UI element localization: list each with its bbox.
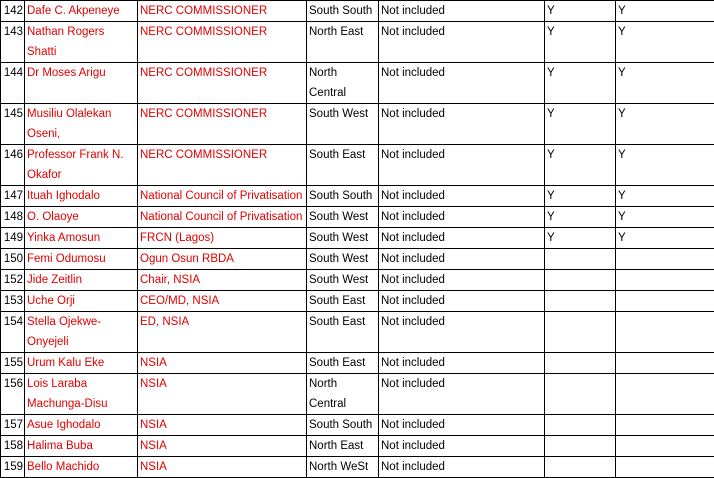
cell-flag-2[interactable] (616, 353, 714, 374)
cell-status[interactable]: Not included (379, 228, 545, 249)
table-row (1, 1, 714, 22)
cell-flag-2[interactable] (616, 291, 714, 312)
cell-flag-2[interactable]: Y (616, 145, 714, 186)
table-row (1, 228, 714, 249)
cell-organization[interactable]: NSIA (138, 353, 307, 374)
table-row (1, 291, 714, 312)
cell-flag-2[interactable] (616, 249, 714, 270)
cell-row-number[interactable]: 159 (1, 457, 25, 478)
cell-name[interactable]: Yinka Amosun (25, 228, 138, 249)
cell-flag-1[interactable] (545, 353, 616, 374)
cell-zone[interactable]: South West (307, 207, 379, 228)
cell-flag-2[interactable] (616, 270, 714, 291)
cell-row-number[interactable]: 143 (1, 22, 25, 63)
cell-flag-1[interactable] (545, 312, 616, 353)
table-row (1, 270, 714, 291)
cell-flag-2[interactable]: Y (616, 22, 714, 63)
cell-row-number[interactable]: 145 (1, 104, 25, 145)
cell-row-number[interactable]: 158 (1, 436, 25, 457)
cell-status[interactable]: Not included (379, 145, 545, 186)
cell-flag-1[interactable] (545, 249, 616, 270)
cell-organization[interactable]: ED, NSIA (138, 312, 307, 353)
cell-status[interactable]: Not included (379, 207, 545, 228)
cell-name[interactable]: Ituah Ighodalo (25, 186, 138, 207)
cell-zone[interactable]: South South (307, 186, 379, 207)
cell-status[interactable]: Not included (379, 186, 545, 207)
table-row (1, 186, 714, 207)
cell-flag-2[interactable]: Y (616, 207, 714, 228)
cell-row-number[interactable]: 149 (1, 228, 25, 249)
cell-name[interactable]: Asue Ighodalo (25, 415, 138, 436)
cell-zone[interactable]: South South (307, 415, 379, 436)
cell-flag-2[interactable] (616, 436, 714, 457)
cell-organization[interactable]: NSIA (138, 374, 307, 415)
cell-zone[interactable]: North East (307, 22, 379, 63)
cell-status[interactable]: Not included (379, 249, 545, 270)
cell-flag-2[interactable]: Y (616, 104, 714, 145)
cell-status[interactable]: Not included (379, 353, 545, 374)
cell-name[interactable]: Lois Laraba Machunga-Disu (25, 374, 138, 415)
cell-status[interactable]: Not included (379, 1, 545, 22)
cell-flag-1[interactable] (545, 457, 616, 478)
cell-organization[interactable]: NSIA (138, 415, 307, 436)
cell-organization[interactable]: CEO/MD, NSIA (138, 291, 307, 312)
cell-flag-2[interactable]: Y (616, 63, 714, 104)
cell-flag-1[interactable]: Y (545, 104, 616, 145)
cell-flag-1[interactable]: Y (545, 228, 616, 249)
cell-name[interactable]: Uche Orji (25, 291, 138, 312)
cell-flag-1[interactable] (545, 291, 616, 312)
cell-status[interactable]: Not included (379, 436, 545, 457)
table-row (1, 207, 714, 228)
cell-zone[interactable]: South South (307, 1, 379, 22)
cell-name[interactable]: Urum Kalu Eke (25, 353, 138, 374)
table-row (1, 415, 714, 436)
cell-status[interactable]: Not included (379, 22, 545, 63)
table-row (1, 353, 714, 374)
cell-name[interactable]: Femi Odumosu (25, 249, 138, 270)
table-body (1, 1, 714, 478)
table-row (1, 104, 714, 145)
cell-organization[interactable]: NERC COMMISSIONER (138, 22, 307, 63)
cell-flag-2[interactable]: Y (616, 1, 714, 22)
cell-name[interactable]: O. Olaoye (25, 207, 138, 228)
table-row (1, 145, 714, 186)
cell-row-number[interactable]: 152 (1, 270, 25, 291)
cell-organization[interactable]: NSIA (138, 457, 307, 478)
cell-zone[interactable]: South West (307, 270, 379, 291)
cell-zone[interactable]: North Central (307, 374, 379, 415)
cell-organization[interactable]: NERC COMMISSIONER (138, 104, 307, 145)
cell-name[interactable]: Jide Zeitlin (25, 270, 138, 291)
cell-zone[interactable]: South East (307, 312, 379, 353)
cell-organization[interactable]: National Council of Privatisation (138, 207, 307, 228)
table-row (1, 374, 714, 415)
cell-row-number[interactable]: 148 (1, 207, 25, 228)
cell-status[interactable]: Not included (379, 374, 545, 415)
cell-name[interactable]: Nathan Rogers Shatti (25, 22, 138, 63)
cell-zone[interactable]: South West (307, 104, 379, 145)
cell-row-number[interactable]: 144 (1, 63, 25, 104)
cell-flag-2[interactable] (616, 374, 714, 415)
cell-row-number[interactable]: 154 (1, 312, 25, 353)
cell-flag-1[interactable]: Y (545, 145, 616, 186)
cell-row-number[interactable]: 155 (1, 353, 25, 374)
cell-zone[interactable]: South West (307, 228, 379, 249)
cell-zone[interactable]: North East (307, 436, 379, 457)
cell-flag-1[interactable] (545, 374, 616, 415)
cell-flag-2[interactable]: Y (616, 186, 714, 207)
cell-name[interactable]: Professor Frank N. Okafor (25, 145, 138, 186)
cell-flag-1[interactable] (545, 270, 616, 291)
cell-row-number[interactable]: 142 (1, 1, 25, 22)
cell-flag-1[interactable]: Y (545, 63, 616, 104)
cell-name[interactable]: Halima Buba (25, 436, 138, 457)
cell-zone[interactable]: South East (307, 145, 379, 186)
cell-name[interactable]: Dr Moses Arigu (25, 63, 138, 104)
cell-flag-1[interactable]: Y (545, 22, 616, 63)
cell-organization[interactable]: FRCN (Lagos) (138, 228, 307, 249)
cell-status[interactable]: Not included (379, 312, 545, 353)
cell-status[interactable]: Not included (379, 457, 545, 478)
cell-organization[interactable]: NSIA (138, 436, 307, 457)
cell-flag-2[interactable] (616, 415, 714, 436)
cell-name[interactable]: Bello Machido (25, 457, 138, 478)
cell-row-number[interactable]: 150 (1, 249, 25, 270)
cell-organization[interactable]: NERC COMMISSIONER (138, 145, 307, 186)
table-row (1, 312, 714, 353)
cell-zone[interactable]: North WeSt (307, 457, 379, 478)
table-row (1, 22, 714, 63)
cell-flag-1[interactable] (545, 436, 616, 457)
cell-status[interactable]: Not included (379, 291, 545, 312)
cell-status[interactable]: Not included (379, 270, 545, 291)
cell-row-number[interactable]: 156 (1, 374, 25, 415)
cell-organization[interactable]: NERC COMMISSIONER (138, 63, 307, 104)
cell-organization[interactable]: Ogun Osun RBDA (138, 249, 307, 270)
cell-zone[interactable]: South East (307, 291, 379, 312)
cell-name[interactable]: Musiliu Olalekan Oseni, (25, 104, 138, 145)
cell-status[interactable]: Not included (379, 104, 545, 145)
cell-flag-2[interactable] (616, 457, 714, 478)
cell-flag-1[interactable]: Y (545, 1, 616, 22)
cell-row-number[interactable]: 147 (1, 186, 25, 207)
cell-organization[interactable]: National Council of Privatisation (138, 186, 307, 207)
cell-row-number[interactable]: 157 (1, 415, 25, 436)
cell-flag-1[interactable]: Y (545, 186, 616, 207)
cell-zone[interactable]: North Central (307, 63, 379, 104)
table-row (1, 249, 714, 270)
cell-zone[interactable]: South West (307, 249, 379, 270)
cell-flag-1[interactable] (545, 415, 616, 436)
cell-zone[interactable]: South East (307, 353, 379, 374)
cell-flag-1[interactable]: Y (545, 207, 616, 228)
cell-status[interactable]: Not included (379, 415, 545, 436)
cell-flag-2[interactable]: Y (616, 228, 714, 249)
cell-name[interactable]: Stella Ojekwe-Onyejeli (25, 312, 138, 353)
cell-name[interactable]: Dafe C. Akpeneye (25, 1, 138, 22)
cell-organization[interactable]: Chair, NSIA (138, 270, 307, 291)
table-row (1, 436, 714, 457)
cell-organization[interactable]: NERC COMMISSIONER (138, 1, 307, 22)
table-row (1, 63, 714, 104)
cell-row-number[interactable]: 146 (1, 145, 25, 186)
cell-status[interactable]: Not included (379, 63, 545, 104)
cell-flag-2[interactable] (616, 312, 714, 353)
cell-row-number[interactable]: 153 (1, 291, 25, 312)
table-row (1, 457, 714, 478)
